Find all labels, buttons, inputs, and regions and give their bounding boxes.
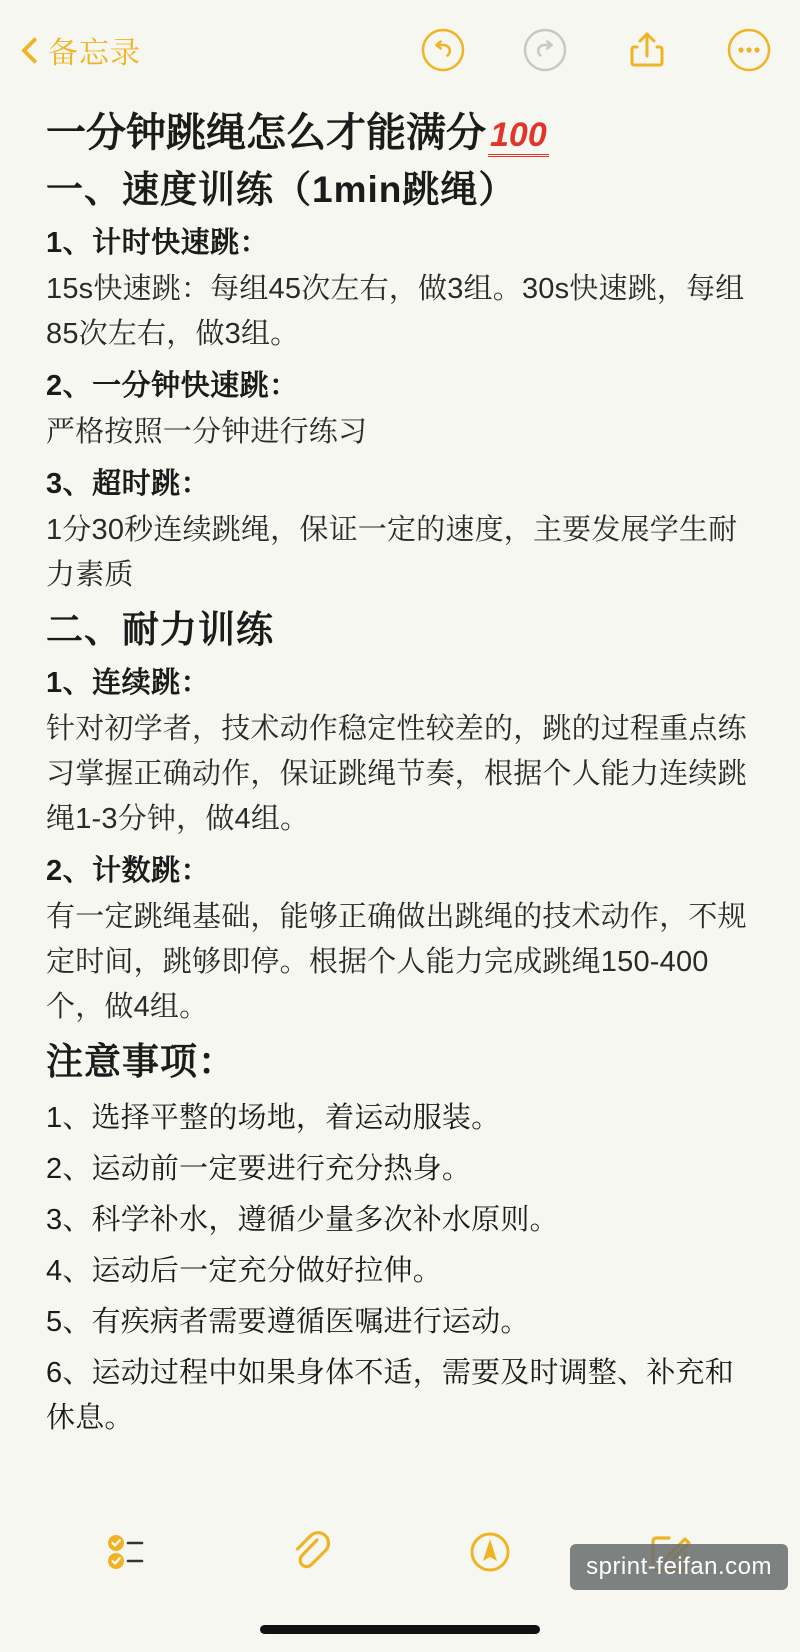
back-button[interactable] (22, 28, 141, 72)
note-paragraph: 1分30秒连续跳绳，保证一定的速度，主要发展学生耐力素质 (46, 514, 738, 592)
home-indicator[interactable] (260, 1625, 540, 1634)
attachment-icon[interactable] (282, 1524, 338, 1580)
note-paragraph: 针对初学者，技术动作稳定性较差的，跳的过程重点练习掌握正确动作，保证跳绳节奏，根据个人能力连续跳绳1-3分钟，做4组。 (46, 713, 747, 836)
note-blocks (46, 166, 754, 1441)
note-paragraph: 有一定跳绳基础，能够正确做出跳绳的技术动作，不规定时间，跳够即停。根据个人能力完成跳绳150-400个，做4组。 (46, 901, 747, 1024)
note-list-item: 1、选择平整的场地，着运动服装。 (46, 1102, 501, 1135)
note-subheading: 1、连续跳： (46, 667, 211, 700)
note-paragraph: 严格按照一分钟进行练习 (46, 416, 368, 449)
note-list-item: 5、有疾病者需要遵循医嘱进行运动。 (46, 1306, 530, 1339)
home-indicator-area (0, 1606, 800, 1652)
note-subheading: 3、超时跳： (46, 468, 211, 501)
note-list-item: 3、科学补水，遵循少量多次补水原则。 (46, 1204, 559, 1237)
markup-icon[interactable] (462, 1524, 518, 1580)
back-button-label: 备忘录 (48, 37, 141, 70)
note-paragraph: 15s快速跳：每组45次左右，做3组。30s快速跳，每组85次左右，做3组。 (46, 273, 745, 351)
note-title (46, 108, 754, 158)
more-icon[interactable] (726, 27, 772, 73)
checklist-icon[interactable] (102, 1524, 158, 1580)
note-heading: 一、速度训练（1min跳绳） (46, 169, 517, 210)
chevron-left-icon (22, 36, 38, 64)
note-heading: 二、耐力训练 (46, 609, 274, 651)
share-icon[interactable] (624, 27, 670, 73)
note-title-text: 一分钟跳绳怎么才能满分 (46, 111, 486, 155)
hundred-points-icon: 100 (488, 118, 549, 157)
redo-icon (522, 27, 568, 73)
note-content[interactable] (0, 100, 800, 1498)
note-list-item: 4、运动后一定充分做好拉伸。 (46, 1255, 442, 1288)
note-subheading: 1、计时快速跳： (46, 227, 270, 260)
note-subheading: 2、一分钟快速跳： (46, 370, 299, 403)
undo-icon[interactable] (420, 27, 466, 73)
top-toolbar (0, 0, 800, 100)
note-list-item: 2、运动前一定要进行充分热身。 (46, 1153, 472, 1186)
top-toolbar-actions (420, 27, 772, 73)
watermark: sprint-feifan.com (570, 1544, 788, 1590)
note-subheading: 2、计数跳： (46, 855, 211, 888)
note-list-item: 6、运动过程中如果身体不适，需要及时调整、补充和休息。 (46, 1356, 734, 1434)
note-heading: 注意事项： (46, 1041, 236, 1083)
